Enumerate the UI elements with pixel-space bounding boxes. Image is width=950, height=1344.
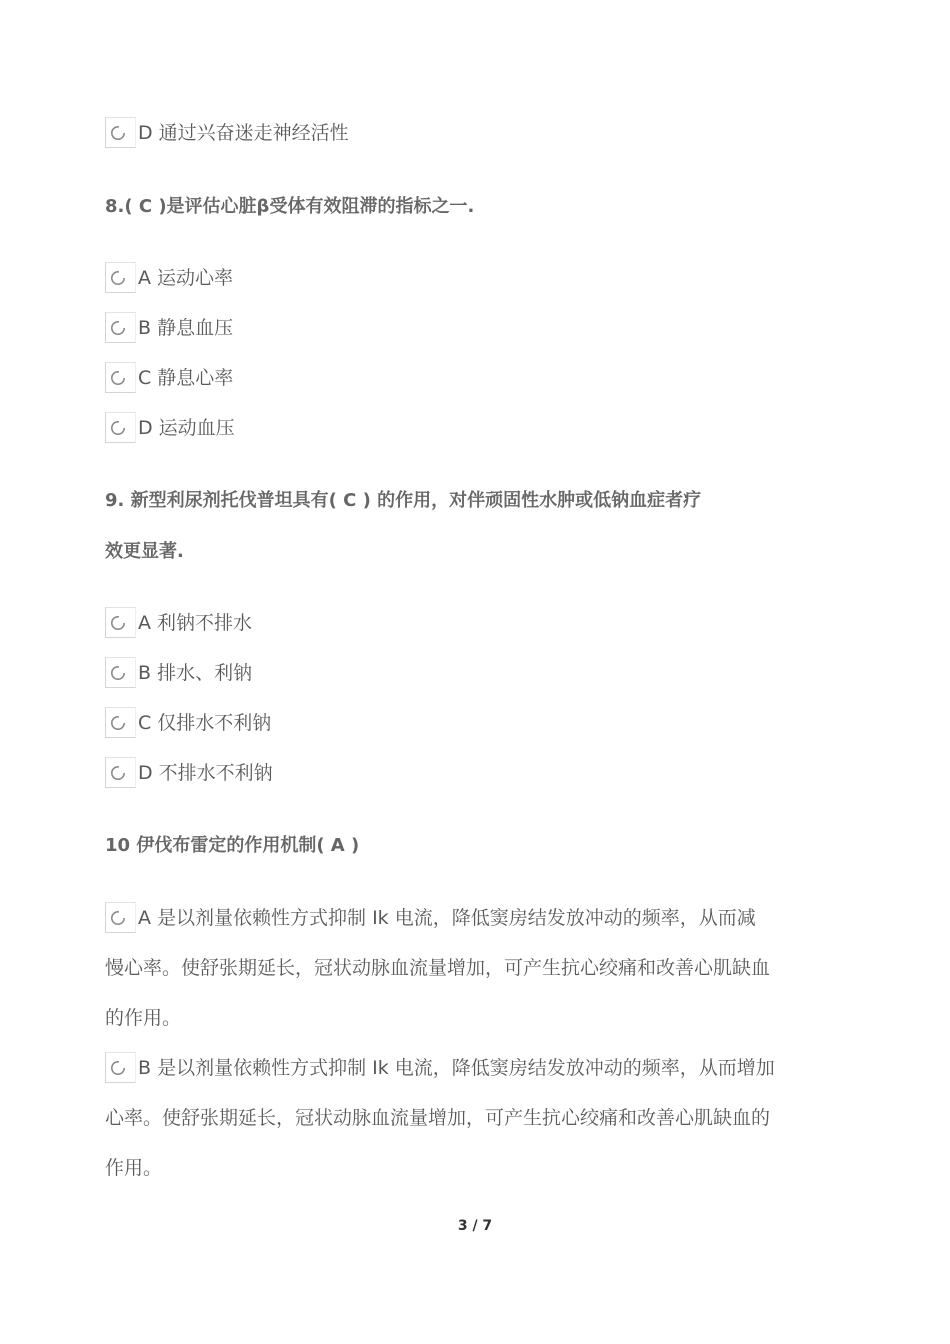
q8-option-b[interactable] [105,316,785,343]
radio-circle-icon [110,615,126,631]
radio-circle-icon [110,370,126,386]
option-label: B 排水、利钠 [138,662,253,684]
radio-circle-icon [110,910,126,926]
radio-button[interactable] [105,607,136,638]
page-indicator: 3 / 7 [457,1218,493,1234]
radio-button[interactable] [105,362,136,393]
q8-option-a[interactable] [105,266,785,293]
option-label: D 不排水不利钠 [138,762,273,784]
question-9-line-2: 效更显著. [105,541,184,562]
q10-option-a[interactable] [105,906,785,933]
radio-button[interactable] [105,757,136,788]
q10-option-a-line-2: 慢心率。使舒张期延长，冠状动脉血流量增加，可产生抗心绞痛和改善心肌缺血 [105,957,771,979]
radio-button[interactable] [105,117,136,148]
q9-option-c[interactable] [105,711,785,738]
option-label: A 利钠不排水 [138,612,253,634]
q10-option-b[interactable] [105,1056,785,1083]
radio-circle-icon [110,1060,126,1076]
q10-option-a-line-3: 的作用。 [105,1007,182,1029]
radio-button[interactable] [105,312,136,343]
q10-option-b-line-3: 作用。 [105,1157,163,1179]
q9-option-d[interactable] [105,761,785,788]
q9-option-a[interactable] [105,611,785,638]
option-label: B 静息血压 [138,317,234,339]
radio-circle-icon [110,665,126,681]
radio-circle-icon [110,270,126,286]
question-8: 8.( C )是评估心脏β受体有效阻滞的指标之一. [105,196,475,217]
radio-button[interactable] [105,1052,136,1083]
question-9-line-1: 9. 新型利尿剂托伐普坦具有( C ) 的作用，对伴顽固性水肿或低钠血症者疗 [105,490,702,511]
radio-circle-icon [110,765,126,781]
option-label: C 仅排水不利钠 [138,712,272,734]
radio-circle-icon [110,320,126,336]
option-label: D 通过兴奋迷走神经活性 [138,122,349,144]
option-label: D 运动血压 [138,417,235,439]
radio-button[interactable] [105,412,136,443]
radio-circle-icon [110,420,126,436]
radio-button[interactable] [105,657,136,688]
option-label: C 静息心率 [138,367,234,389]
q10-option-b-line-2: 心率。使舒张期延长，冠状动脉血流量增加，可产生抗心绞痛和改善心肌缺血的 [105,1107,771,1129]
option-label-line-1: A 是以剂量依赖性方式抑制 Ik 电流，降低窦房结发放冲动的频率，从而减 [138,907,756,929]
radio-circle-icon [110,715,126,731]
option-label: A 运动心率 [138,267,234,289]
q8-option-d[interactable] [105,416,785,443]
q8-option-c[interactable] [105,366,785,393]
radio-button[interactable] [105,902,136,933]
option-label-line-1: B 是以剂量依赖性方式抑制 Ik 电流，降低窦房结发放冲动的频率，从而增加 [138,1057,775,1079]
question-10: 10 伊伐布雷定的作用机制( A ) [105,835,360,856]
radio-circle-icon [110,125,126,141]
q7-option-d[interactable] [105,121,785,148]
q9-option-b[interactable] [105,661,785,688]
radio-button[interactable] [105,707,136,738]
radio-button[interactable] [105,262,136,293]
